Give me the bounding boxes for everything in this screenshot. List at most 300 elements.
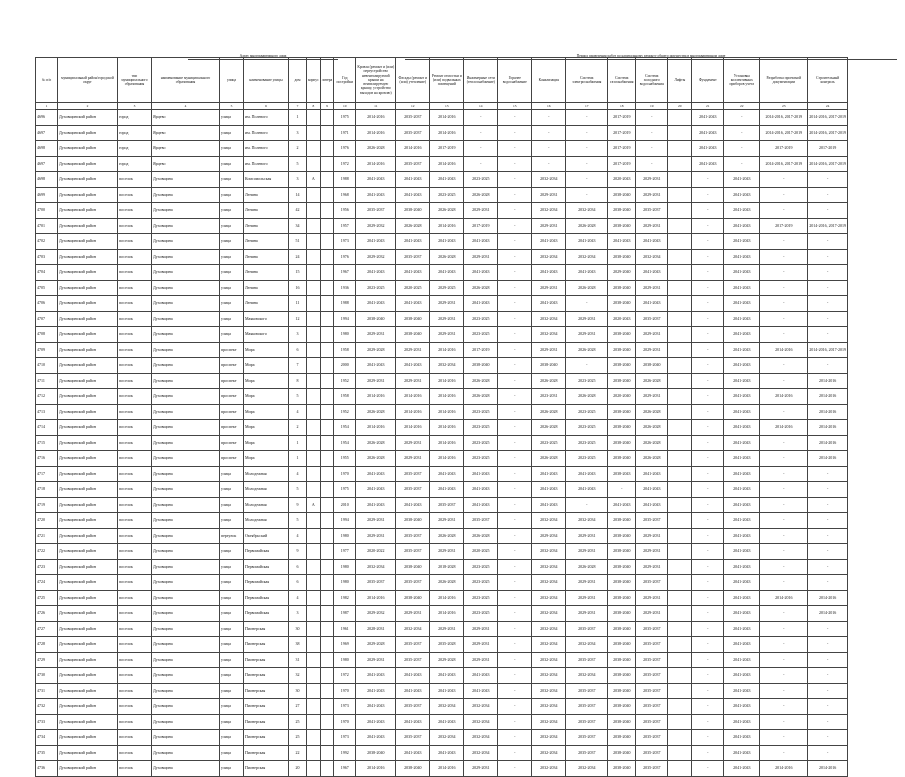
table-cell: 2038-2040	[608, 528, 636, 544]
table-cell: 2029-2031	[464, 637, 498, 653]
table-cell: 2014-2016	[396, 404, 430, 420]
table-cell: 2041-2043	[396, 265, 430, 281]
table-cell: 2035-2037	[396, 637, 430, 653]
table-cell: 2026-2028	[430, 575, 464, 591]
table-cell: город	[118, 141, 152, 157]
table-cell: 2023-2025	[464, 172, 498, 188]
table-cell: -	[498, 497, 532, 513]
table-row	[36, 761, 848, 777]
table-cell: 2029-2031	[566, 528, 608, 544]
table-cell: поселок	[118, 451, 152, 467]
table-cell: Мира	[244, 389, 289, 405]
table-cell: -	[692, 311, 724, 327]
table-cell: 2041-2043	[724, 745, 760, 761]
table-cell: Пионерская	[244, 637, 289, 653]
table-cell: 2014-2016	[430, 156, 464, 172]
table-cell: -	[692, 513, 724, 529]
table-cell: поселок	[118, 730, 152, 746]
table-cell: -	[692, 621, 724, 637]
table-cell	[320, 373, 334, 389]
table-cell: 2041-2043	[724, 373, 760, 389]
table-cell: 3	[289, 606, 307, 622]
table-cell: 5	[289, 482, 307, 498]
table-cell: 2038-2040	[608, 296, 636, 312]
table-cell	[307, 296, 321, 312]
table-cell: 22	[289, 745, 307, 761]
table-cell	[668, 699, 692, 715]
table-cell: Духовщинский район	[58, 559, 118, 575]
table-cell: 2029-2031	[566, 544, 608, 560]
table-cell	[320, 637, 334, 653]
table-cell: 2029-2031	[356, 528, 396, 544]
table-cell: 2014-2016	[760, 761, 808, 777]
table-cell: поселок	[118, 497, 152, 513]
table-cell: -	[498, 358, 532, 374]
table-cell: -	[808, 296, 848, 312]
table-cell: улица	[220, 466, 244, 482]
table-cell: 1975	[334, 482, 356, 498]
table-cell: 2035-2037	[636, 311, 668, 327]
table-cell: 4725	[36, 590, 58, 606]
table-cell: 2029-2028	[356, 342, 396, 358]
table-cell: Духовщинский район	[58, 125, 118, 141]
table-cell: 2035-2037	[566, 714, 608, 730]
table-cell: 2032-2034	[532, 311, 566, 327]
table-cell: 2032-2034	[532, 249, 566, 265]
table-cell	[668, 110, 692, 126]
table-cell: -	[808, 621, 848, 637]
table-cell	[307, 590, 321, 606]
table-cell: 2038-2040	[608, 683, 636, 699]
table-cell: 1956	[334, 203, 356, 219]
table-cell: 1957	[334, 218, 356, 234]
table-cell: Духовщина	[152, 683, 220, 699]
table-cell: 4722	[36, 544, 58, 560]
column-header: Кровля (ремонт и (или) переустройство невентилируемой крыши на вентилируемую крышу, устройство выходов на кровлю)	[356, 58, 396, 103]
table-cell: -	[808, 466, 848, 482]
table-cell: Духовщинский район	[58, 187, 118, 203]
table-cell: -	[760, 513, 808, 529]
table-cell: 2023-2025	[566, 404, 608, 420]
table-cell: 2029-2031	[464, 761, 498, 777]
table-cell: -	[692, 745, 724, 761]
table-cell: -	[498, 559, 532, 575]
column-number: 23	[760, 103, 808, 110]
table-cell: 2014-2016, 2017-2019	[808, 156, 848, 172]
table-cell: -	[760, 187, 808, 203]
table-cell: 2038-2040	[396, 327, 430, 343]
table-row	[36, 156, 848, 172]
table-cell: 4699	[36, 187, 58, 203]
table-cell: 2014-2016	[356, 590, 396, 606]
table-cell: 2041-2043	[724, 575, 760, 591]
table-cell: Ярцево	[152, 110, 220, 126]
table-cell: 4705	[36, 280, 58, 296]
table-cell: 2032-2034	[532, 559, 566, 575]
table-cell: -	[808, 652, 848, 668]
table-cell: 2026-2028	[636, 435, 668, 451]
table-cell: 2041-2043	[636, 296, 668, 312]
table-cell: 2029-2031	[636, 559, 668, 575]
table-cell: Духовщина	[152, 637, 220, 653]
table-cell: им. Полевого	[244, 110, 289, 126]
table-cell: 2032-2034	[532, 730, 566, 746]
table-cell: 1980	[334, 575, 356, 591]
column-number: 19	[636, 103, 668, 110]
table-cell	[320, 621, 334, 637]
table-cell: поселок	[118, 404, 152, 420]
table-cell: 2020-2025	[396, 280, 430, 296]
column-number-row	[36, 103, 848, 110]
table-cell: Маяковского	[244, 311, 289, 327]
table-cell: Первомайская	[244, 590, 289, 606]
table-cell: -	[692, 218, 724, 234]
table-cell: -	[498, 203, 532, 219]
table-cell: 2038-2040	[608, 451, 636, 467]
table-cell: Духовщинский район	[58, 451, 118, 467]
table-cell: 2014-2016	[356, 110, 396, 126]
table-cell: 2014-2016	[430, 606, 464, 622]
table-cell: 2041-2043	[724, 234, 760, 250]
table-cell: Духовщина	[152, 389, 220, 405]
table-cell	[668, 311, 692, 327]
table-cell	[307, 513, 321, 529]
table-cell: 2026-2028	[532, 420, 566, 436]
table-cell	[307, 156, 321, 172]
table-cell: -	[692, 544, 724, 560]
table-cell	[668, 683, 692, 699]
table-cell: -	[498, 125, 532, 141]
table-cell: 2032-2034	[532, 668, 566, 684]
table-cell: -	[498, 730, 532, 746]
table-cell	[668, 435, 692, 451]
table-cell: 2032-2034	[532, 327, 566, 343]
table-cell: 2041-2043	[356, 497, 396, 513]
table-cell: 2038-2040	[608, 652, 636, 668]
table-cell	[668, 420, 692, 436]
table-cell	[668, 404, 692, 420]
table-cell: 2041-2043	[724, 203, 760, 219]
table-cell: -	[760, 358, 808, 374]
table-cell: улица	[220, 559, 244, 575]
table-cell: -	[808, 683, 848, 699]
table-cell: 2035-2037	[636, 683, 668, 699]
table-cell: 2041-2043	[724, 466, 760, 482]
table-cell: -	[498, 172, 532, 188]
column-number: 11	[356, 103, 396, 110]
table-cell: 2029-2031	[464, 203, 498, 219]
table-cell: 2041-2043	[356, 172, 396, 188]
table-cell: поселок	[118, 172, 152, 188]
table-cell: 2035-2037	[636, 668, 668, 684]
table-cell: Духовщинский район	[58, 482, 118, 498]
table-row	[36, 683, 848, 699]
table-cell: -	[692, 575, 724, 591]
table-cell: Духовщинский район	[58, 544, 118, 560]
table-cell: -	[808, 730, 848, 746]
table-cell: 2038-2040	[396, 203, 430, 219]
table-cell: Духовщина	[152, 420, 220, 436]
table-cell: 2026-2028	[566, 280, 608, 296]
column-number: 16	[532, 103, 566, 110]
table-cell: Ярцево	[152, 156, 220, 172]
table-cell: улица	[220, 699, 244, 715]
table-cell: поселок	[118, 435, 152, 451]
table-cell: Духовщинский район	[58, 280, 118, 296]
table-cell: -	[808, 265, 848, 281]
table-cell: 1969	[334, 637, 356, 653]
table-cell	[307, 249, 321, 265]
table-cell: 2029-2031	[430, 311, 464, 327]
table-cell: Духовщина	[152, 575, 220, 591]
column-number: 15	[498, 103, 532, 110]
table-cell: 2041-2043	[396, 187, 430, 203]
table-cell: 4730	[36, 668, 58, 684]
table-cell: 2029-2031	[356, 513, 396, 529]
table-cell: 4706	[36, 296, 58, 312]
table-cell: 2029-2031	[566, 590, 608, 606]
table-cell: 2035-2037	[464, 513, 498, 529]
table-cell: улица	[220, 497, 244, 513]
table-cell	[307, 730, 321, 746]
table-cell	[668, 730, 692, 746]
table-cell	[320, 249, 334, 265]
table-cell: 2029-2040	[608, 265, 636, 281]
table-cell: 2029-2031	[566, 311, 608, 327]
table-cell: Мира	[244, 373, 289, 389]
table-cell: 1976	[334, 141, 356, 157]
table-cell: 2041-2043	[396, 497, 430, 513]
table-cell: 2029-2031	[464, 249, 498, 265]
column-header: Горячее водоснабжение	[498, 58, 532, 103]
table-cell: -	[532, 125, 566, 141]
table-cell: -	[692, 342, 724, 358]
table-cell: Духовщина	[152, 482, 220, 498]
table-cell: 4719	[36, 497, 58, 513]
column-number: 7	[289, 103, 307, 110]
table-cell: Духовщина	[152, 730, 220, 746]
table-cell: 1975	[334, 110, 356, 126]
table-cell: -	[692, 296, 724, 312]
table-cell: 31	[289, 652, 307, 668]
table-cell	[320, 652, 334, 668]
table-cell: 1955	[334, 451, 356, 467]
table-cell: 2041-2043	[724, 482, 760, 498]
table-cell: 4	[289, 404, 307, 420]
table-cell: поселок	[118, 249, 152, 265]
table-cell: 2041-2043	[724, 280, 760, 296]
column-header: Строительный контроль	[808, 58, 848, 103]
table-cell: 4720	[36, 513, 58, 529]
table-cell: 2029-2031	[430, 513, 464, 529]
table-cell: поселок	[118, 699, 152, 715]
table-cell: Духовщина	[152, 404, 220, 420]
column-header: Лифты	[668, 58, 692, 103]
table-cell: 2032-2034	[464, 714, 498, 730]
table-cell: 4732	[36, 699, 58, 715]
table-cell: -	[692, 497, 724, 513]
table-cell	[320, 513, 334, 529]
table-cell: -	[498, 528, 532, 544]
table-cell: 2041-2043	[636, 482, 668, 498]
table-cell: 4702	[36, 234, 58, 250]
table-cell: -	[760, 637, 808, 653]
table-cell: -	[760, 575, 808, 591]
table-row	[36, 358, 848, 374]
table-cell: 2038-2040	[396, 513, 430, 529]
table-cell: 2026-2028	[532, 451, 566, 467]
table-cell: Пионерская	[244, 699, 289, 715]
table-cell: 2023-2025	[430, 187, 464, 203]
table-cell: 30	[289, 683, 307, 699]
table-cell: 2026-2028	[356, 404, 396, 420]
table-cell: Духовщина	[152, 373, 220, 389]
table-cell: 2020-2040	[608, 389, 636, 405]
table-cell: улица	[220, 296, 244, 312]
table-cell: 4723	[36, 559, 58, 575]
table-cell: 2014-2016	[356, 389, 396, 405]
table-cell: 2035-2037	[566, 683, 608, 699]
table-cell	[668, 544, 692, 560]
table-cell: Духовщинский район	[58, 745, 118, 761]
table-cell: -	[760, 249, 808, 265]
table-cell: Ленина	[244, 280, 289, 296]
table-row	[36, 296, 848, 312]
table-cell: 2038-2040	[608, 280, 636, 296]
table-cell: Духовщинский район	[58, 652, 118, 668]
table-cell: 2026-2028	[356, 451, 396, 467]
table-cell: поселок	[118, 187, 152, 203]
table-cell: 5	[289, 513, 307, 529]
table-cell: поселок	[118, 745, 152, 761]
table-cell: 2038-2040	[396, 311, 430, 327]
table-cell: -	[498, 311, 532, 327]
table-row	[36, 234, 848, 250]
table-cell: -	[498, 699, 532, 715]
column-header: Система холодного водоснабжения	[636, 58, 668, 103]
table-cell: проспект	[220, 404, 244, 420]
table-cell: 2029-2031	[430, 621, 464, 637]
table-cell	[668, 203, 692, 219]
table-cell: 2041-2043	[396, 172, 430, 188]
table-cell: 2035-2037	[356, 575, 396, 591]
table-cell: 2041-2043	[356, 683, 396, 699]
table-cell: 9	[289, 544, 307, 560]
table-cell: 2038-2040	[356, 745, 396, 761]
table-cell: 2032-2034	[566, 513, 608, 529]
table-cell: 2032-2034	[464, 745, 498, 761]
table-cell: 2032-2034	[532, 745, 566, 761]
table-cell: Мира	[244, 420, 289, 436]
table-cell	[307, 621, 321, 637]
table-cell: 2026-2028	[566, 559, 608, 575]
table-cell	[307, 218, 321, 234]
table-cell: 2017-2019	[608, 125, 636, 141]
column-header: дом	[289, 58, 307, 103]
table-cell: 2035-2037	[430, 497, 464, 513]
table-row	[36, 637, 848, 653]
table-cell: 2026-2028	[636, 373, 668, 389]
table-cell: Духовщинский район	[58, 311, 118, 327]
table-cell: Духовщинский район	[58, 404, 118, 420]
column-number: 17	[566, 103, 608, 110]
table-cell: Духовщина	[152, 172, 220, 188]
table-cell: 2032-2034	[532, 652, 566, 668]
table-cell	[307, 358, 321, 374]
table-cell: 4718	[36, 482, 58, 498]
table-cell: Духовщинский район	[58, 528, 118, 544]
table-cell	[320, 497, 334, 513]
table-cell: -	[498, 373, 532, 389]
table-cell	[307, 389, 321, 405]
table-cell: им. Полевого	[244, 125, 289, 141]
table-cell: 2038-2040	[396, 559, 430, 575]
table-cell: 4696	[36, 110, 58, 126]
table-cell: -	[566, 497, 608, 513]
table-cell	[307, 373, 321, 389]
table-cell: -	[692, 637, 724, 653]
table-cell: -	[808, 280, 848, 296]
table-cell: 2032-2034	[566, 761, 608, 777]
table-cell: -	[760, 497, 808, 513]
table-cell: 2026-2028	[356, 141, 396, 157]
table-cell: 3	[289, 172, 307, 188]
table-cell: улица	[220, 141, 244, 157]
table-cell: 2041-2043	[464, 466, 498, 482]
table-cell: -	[692, 528, 724, 544]
table-cell: Духовщина	[152, 451, 220, 467]
table-cell: 2038-2043	[608, 466, 636, 482]
table-cell: 2026-2028	[430, 203, 464, 219]
column-header: наименование муниципального образования	[152, 58, 220, 103]
table-cell: -	[566, 141, 608, 157]
table-row	[36, 125, 848, 141]
table-row	[36, 730, 848, 746]
table-cell: 6	[289, 342, 307, 358]
table-cell: поселок	[118, 358, 152, 374]
table-cell: Духовщина	[152, 466, 220, 482]
table-cell	[307, 714, 321, 730]
table-cell: 2032-2034	[532, 606, 566, 622]
table-cell: Пионерская	[244, 652, 289, 668]
table-cell: -	[498, 265, 532, 281]
table-cell: 2014-2016	[808, 590, 848, 606]
table-cell: 2041-2043	[724, 528, 760, 544]
table-cell: 2023-2025	[464, 435, 498, 451]
table-cell: 2041-2043	[430, 482, 464, 498]
table-cell: 2029-2031	[636, 544, 668, 560]
table-cell: -	[464, 141, 498, 157]
table-cell: 2041-2043	[724, 342, 760, 358]
table-row	[36, 435, 848, 451]
table-cell: 2023-2025	[464, 420, 498, 436]
table-cell: им. Полевого	[244, 141, 289, 157]
table-cell: 2014-2016	[808, 451, 848, 467]
table-cell: 2026-2028	[464, 373, 498, 389]
table-cell: 2038-2040	[608, 606, 636, 622]
table-row	[36, 203, 848, 219]
table-cell: Духовщинский район	[58, 668, 118, 684]
table-cell: 4721	[36, 528, 58, 544]
table-cell: 2038-2040	[608, 327, 636, 343]
table-cell: -	[692, 249, 724, 265]
table-cell	[668, 482, 692, 498]
table-cell: 2041-2043	[692, 141, 724, 157]
table-cell	[668, 606, 692, 622]
table-cell: -	[760, 699, 808, 715]
table-cell: 2035-2037	[396, 528, 430, 544]
table-cell: -	[808, 311, 848, 327]
